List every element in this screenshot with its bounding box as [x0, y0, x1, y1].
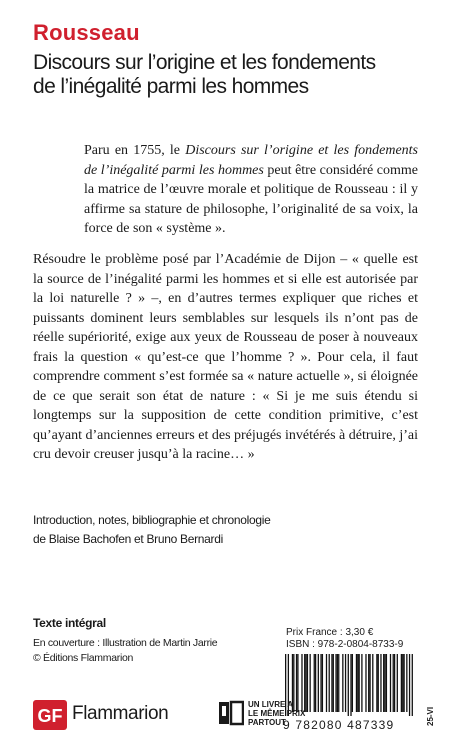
credits-line-2: de Blaise Bachofen et Bruno Bernardi [33, 532, 223, 546]
credits-line-1: Introduction, notes, bibliographie et chronologie [33, 513, 271, 527]
price-label: Prix France : 3,30 € [286, 627, 374, 638]
print-code: 25-VI [426, 706, 435, 726]
gf-logo [33, 700, 67, 730]
summary-paragraph-1 [84, 141, 418, 239]
title-line-1: Discours sur l’origine et les fondements [33, 51, 376, 74]
publisher-name: Flammarion [72, 703, 169, 724]
paragraph1-prefix: Paru en 1755, le [84, 143, 186, 158]
gf-logo-text: GF [37, 706, 63, 726]
livre-line-3: PARTOUT [248, 718, 286, 727]
prix-unique-label [248, 700, 305, 727]
title-line-2: de l’inégalité parmi les hommes [33, 75, 309, 98]
paragraph1-italic-title: Discours sur l’origine et les fondements de l’inégalité parmi les hommes [84, 143, 418, 178]
cover-credits [33, 636, 293, 666]
edition-credits [33, 511, 413, 549]
book-title [33, 51, 433, 99]
paragraph1-suffix: peut être considéré comme la matrice de l’œuvre morale et politique de Rousseau : il y affirme sa stature de philosophe, l’originalité de sa voix, la force de son « système ». [84, 162, 419, 236]
book-icon [218, 700, 244, 726]
cover-line-1: En couverture : Illustration de Martin Jarrie [33, 637, 218, 649]
livre-line-1: UN LIVRE A [248, 700, 294, 709]
summary-paragraph-2: Résoudre le problème posé par l’Académie de Dijon – « quelle est la source de l’inégalité parmi les hommes et si elle est autorisée par la loi naturelle ? » –, en d’autres termes expliquer que riches et puissants dominent leurs semblables sur lesquels ils n’ont pas de réelle supériorité, exige aux yeux de Rousseau de poser à nouveaux frais la question « qu’est-ce que l’homme ? ». Pour cela, il faut comprendre comment s’est formée sa « nature actuelle », si éloignée de ce que serait son état de nature : « Si je me suis étendu si longtemps sur la supposition de cette condition primitive, c’est qu’ayant d’anciennes erreurs et des préjugés invétérés à détruire, j’ai cru devoir creuser jusqu’à la racine… » [33, 252, 418, 462]
isbn-label: ISBN : 978-2-0804-8733-9 [286, 639, 404, 650]
texte-integral-label: Texte intégral [33, 616, 106, 630]
cover-line-2: © Éditions Flammarion [33, 652, 134, 664]
price-block [286, 627, 410, 651]
author-name: Rousseau [33, 20, 140, 45]
livre-line-2: LE MÊME PRIX [248, 709, 306, 718]
barcode-number: 9 782080 487339 [283, 718, 395, 732]
